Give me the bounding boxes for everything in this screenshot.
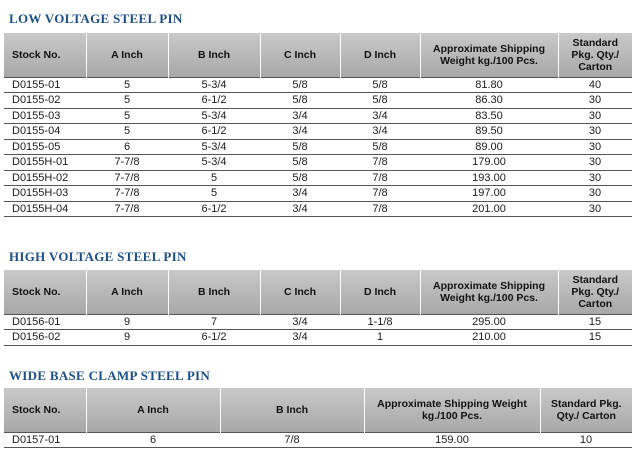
table-cell: 7/8 <box>340 170 420 186</box>
header-pkg-qty: Standard Pkg. Qty./ Carton <box>558 270 632 314</box>
low-voltage-title: LOW VOLTAGE STEEL PIN <box>9 11 183 26</box>
table-cell: 10 <box>540 432 632 448</box>
table-cell: D0155-05 <box>4 139 86 155</box>
wide-base-table <box>4 388 632 448</box>
table-cell: 30 <box>558 93 632 109</box>
table-cell: 3/4 <box>260 330 340 346</box>
table-cell: 5 <box>86 93 168 109</box>
high-voltage-table <box>4 270 632 346</box>
table-cell: 6 <box>86 432 220 448</box>
table-cell: 83.50 <box>420 108 558 124</box>
table-cell: 40 <box>558 77 632 93</box>
table-cell: 5 <box>86 77 168 93</box>
low-voltage-table <box>4 33 632 217</box>
header-stock-no: Stock No. <box>4 388 86 432</box>
table-cell: 3/4 <box>260 108 340 124</box>
header-shipping-weight: Approximate Shipping Weight kg./100 Pcs. <box>420 33 558 77</box>
table-cell: 179.00 <box>420 155 558 171</box>
table-cell: 7-7/8 <box>86 186 168 202</box>
table-cell: 3/4 <box>340 108 420 124</box>
table-cell: 6-1/2 <box>168 330 260 346</box>
table-cell: 9 <box>86 314 168 330</box>
table-cell: 30 <box>558 170 632 186</box>
table-row <box>4 432 632 448</box>
table-cell: D0157-01 <box>4 432 86 448</box>
table-row <box>4 330 632 346</box>
header-a-inch: A Inch <box>86 270 168 314</box>
table-cell: 6 <box>86 139 168 155</box>
table-cell: 1-1/8 <box>340 314 420 330</box>
header-shipping-weight: Approximate Shipping Weight kg./100 Pcs. <box>420 270 558 314</box>
low-voltage-rows <box>4 77 632 217</box>
table-cell: 3/4 <box>260 124 340 140</box>
table-cell: 159.00 <box>364 432 540 448</box>
header-a-inch: A Inch <box>86 388 220 432</box>
table-cell: 89.00 <box>420 139 558 155</box>
table-cell: 210.00 <box>420 330 558 346</box>
table-cell: 295.00 <box>420 314 558 330</box>
table-cell: 7/8 <box>340 201 420 217</box>
header-pkg-qty: Standard Pkg. Qty./ Carton <box>540 388 632 432</box>
table-cell: D0155-03 <box>4 108 86 124</box>
header-stock-no: Stock No. <box>4 270 86 314</box>
header-b-inch: B Inch <box>168 270 260 314</box>
header-b-inch: B Inch <box>220 388 364 432</box>
table-cell: 7/8 <box>220 432 364 448</box>
table-cell: 7/8 <box>340 186 420 202</box>
table-row <box>4 201 632 217</box>
table-cell: 9 <box>86 330 168 346</box>
table-cell: 15 <box>558 330 632 346</box>
wide-base-rows <box>4 432 632 448</box>
table-cell: 30 <box>558 186 632 202</box>
table-cell: 5 <box>168 170 260 186</box>
table-cell: D0155H-01 <box>4 155 86 171</box>
table-cell: 5/8 <box>340 93 420 109</box>
header-c-inch: C Inch <box>260 33 340 77</box>
table-cell: 7-7/8 <box>86 201 168 217</box>
table-cell: 30 <box>558 155 632 171</box>
table-cell: 30 <box>558 139 632 155</box>
table-cell: 5-3/4 <box>168 139 260 155</box>
table-cell: 15 <box>558 314 632 330</box>
table-cell: 7/8 <box>340 155 420 171</box>
table-cell: 30 <box>558 124 632 140</box>
header-d-inch: D Inch <box>340 270 420 314</box>
table-cell: 5/8 <box>340 139 420 155</box>
header-pkg-qty: Standard Pkg. Qty./ Carton <box>558 33 632 77</box>
table-cell: 7-7/8 <box>86 170 168 186</box>
table-row <box>4 314 632 330</box>
table-cell: 6-1/2 <box>168 124 260 140</box>
header-shipping-weight: Approximate Shipping Weight kg./100 Pcs. <box>364 388 540 432</box>
table-cell: 7 <box>168 314 260 330</box>
table-cell: D0156-02 <box>4 330 86 346</box>
table-cell: 89.50 <box>420 124 558 140</box>
table-cell: 30 <box>558 108 632 124</box>
table-cell: 5-3/4 <box>168 108 260 124</box>
table-cell: 5 <box>86 108 168 124</box>
table-row <box>4 77 632 93</box>
table-row <box>4 139 632 155</box>
table-cell: 3/4 <box>260 201 340 217</box>
table-cell: 3/4 <box>340 124 420 140</box>
table-cell: 5/8 <box>260 170 340 186</box>
table-cell: 1 <box>340 330 420 346</box>
table-cell: 30 <box>558 201 632 217</box>
table-cell: 193.00 <box>420 170 558 186</box>
wide-base-title: WIDE BASE CLAMP STEEL PIN <box>9 368 211 383</box>
table-cell: D0156-01 <box>4 314 86 330</box>
header-a-inch: A Inch <box>86 33 168 77</box>
header-b-inch: B Inch <box>168 33 260 77</box>
table-cell: D0155H-03 <box>4 186 86 202</box>
table-cell: 5/8 <box>260 155 340 171</box>
table-cell: 5 <box>86 124 168 140</box>
high-voltage-title: HIGH VOLTAGE STEEL PIN <box>9 249 187 264</box>
table-cell: 6-1/2 <box>168 201 260 217</box>
table-cell: 5 <box>168 186 260 202</box>
table-cell: D0155-01 <box>4 77 86 93</box>
table-cell: 86.30 <box>420 93 558 109</box>
table-cell: 5-3/4 <box>168 77 260 93</box>
table-cell: D0155H-02 <box>4 170 86 186</box>
table-row <box>4 124 632 140</box>
header-d-inch: D Inch <box>340 33 420 77</box>
header-stock-no: Stock No. <box>4 33 86 77</box>
table-cell: D0155H-04 <box>4 201 86 217</box>
table-cell: 3/4 <box>260 186 340 202</box>
table-cell: 81.80 <box>420 77 558 93</box>
table-cell: 7-7/8 <box>86 155 168 171</box>
table-cell: 3/4 <box>260 314 340 330</box>
table-cell: 5/8 <box>340 77 420 93</box>
table-cell: 6-1/2 <box>168 93 260 109</box>
high-voltage-rows <box>4 314 632 345</box>
table-row <box>4 155 632 171</box>
table-cell: 5/8 <box>260 93 340 109</box>
table-cell: 5/8 <box>260 77 340 93</box>
table-cell: 5-3/4 <box>168 155 260 171</box>
header-c-inch: C Inch <box>260 270 340 314</box>
table-cell: D0155-02 <box>4 93 86 109</box>
table-row <box>4 170 632 186</box>
table-cell: 201.00 <box>420 201 558 217</box>
table-cell: 197.00 <box>420 186 558 202</box>
table-row <box>4 108 632 124</box>
table-cell: 5/8 <box>260 139 340 155</box>
table-cell: D0155-04 <box>4 124 86 140</box>
table-row <box>4 186 632 202</box>
table-row <box>4 93 632 109</box>
